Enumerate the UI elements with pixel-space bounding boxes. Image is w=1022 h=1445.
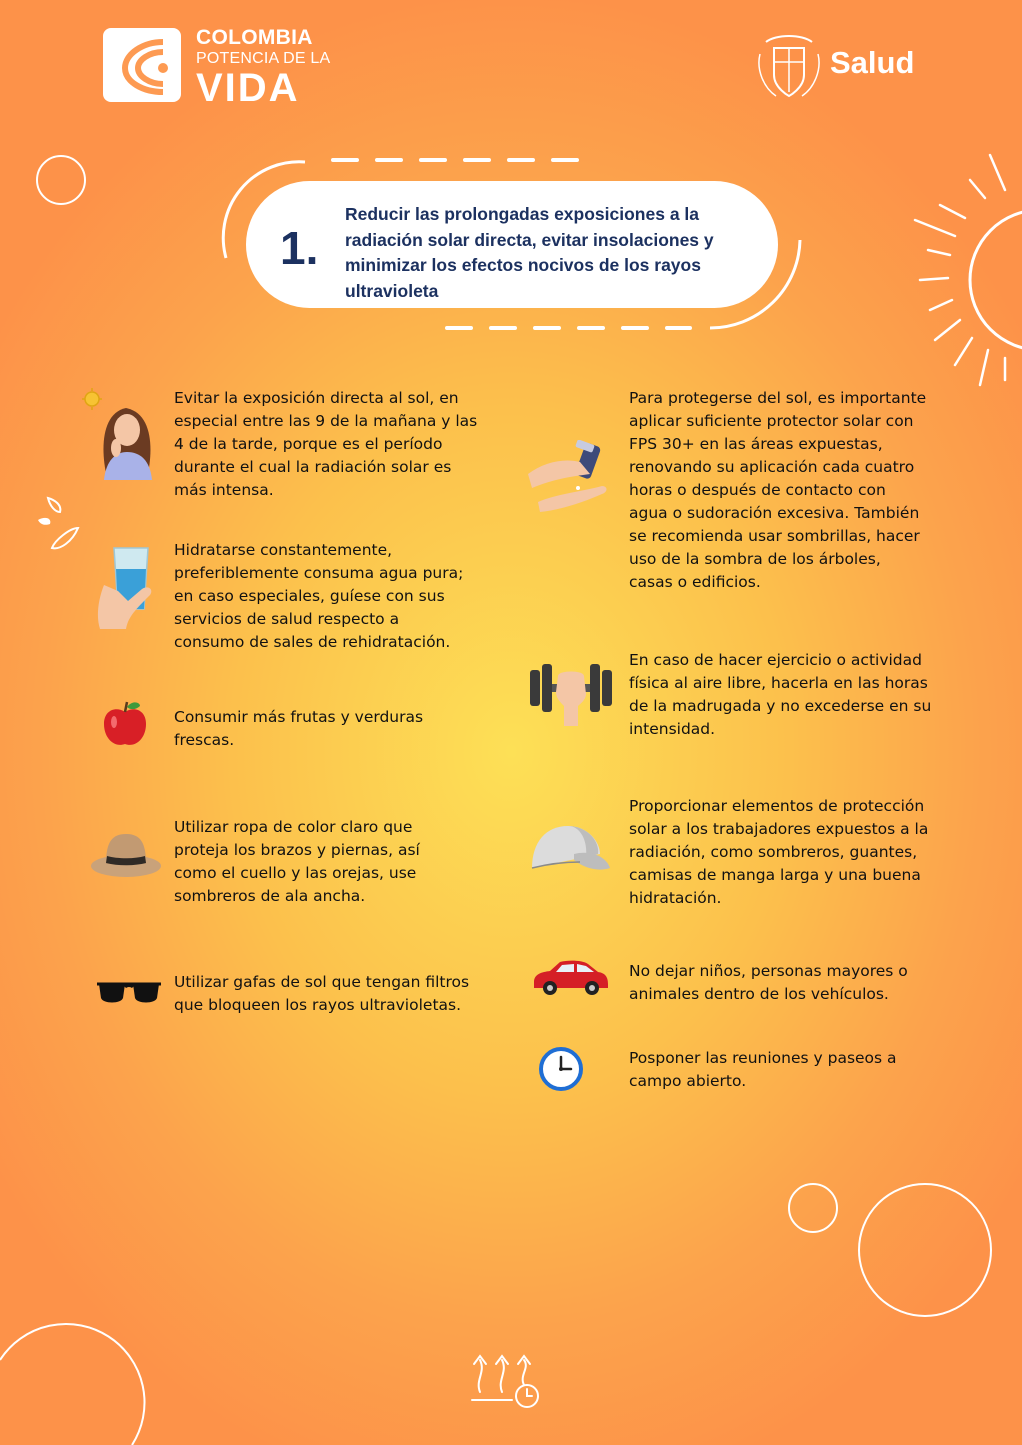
ministry-label: Salud [830,45,915,80]
right-item-1-text: Para protegerse del sol, es importante aplicar suficiente protector solar con FPS 30+ en las áreas expuestas, renovando su aplicación cada cuatro horas o después de contacto con agua o sudoración excesiva. También se recomienda usar sombrillas, hacer uso de la sombra de los árboles, casas o edificios. [629,389,927,591]
dumbbell-icon [528,660,614,726]
right-item-2-text: En caso de hacer ejercicio o actividad física al aire libre, hacerla en las horas de la madrugada y no excederse en su intensidad. [629,651,932,738]
decor-circle [37,156,85,204]
sunscreen-icon [528,440,610,514]
water-glass-icon [94,545,154,631]
left-item-4-text: Utilizar ropa de color claro que proteja los brazos y piernas, así como el cuello y las orejas, use sombreros de ala ancha. [174,818,420,905]
hat-icon [90,832,162,880]
left-item-1-text: Evitar la exposición directa al sol, en especial entre las 9 de la mañana y las 4 de la tarde, porque es el período durante el cual la radiación solar es más intensa. [174,389,478,499]
left-item-2-text: Hidratarse constantemente, preferiblemente consuma agua pura; en caso especiales, guíese con sus servicios de salud respecto a consumo de sales de rehidratación. [174,541,464,651]
brand-line1: COLOMBIA [196,26,313,49]
colombia-logo-text [196,26,330,108]
apple-icon [102,700,148,748]
right-item-3-text: Proporcionar elementos de protección solar a los trabajadores expuestos a la radiación, como sombreros, guantes, camisas de manga larga y una buena hidratación. [629,797,929,907]
left-item-3-text: Consumir más frutas y verduras frescas. [174,708,424,749]
right-item-5-text: Posponer las reuniones y paseos a campo abierto. [629,1049,897,1090]
woman-sun-icon [82,388,158,480]
heat-icon [472,1356,538,1407]
decor-sun [970,210,1022,350]
section-number: 1. [280,222,319,274]
cap-icon [528,824,612,876]
car-icon [532,960,610,998]
brand-line3: VIDA [196,66,300,110]
decor-sun-rays [915,155,1005,385]
right-item-4-text: No dejar niños, personas mayores o animales dentro de los vehículos. [629,962,908,1003]
left-item-5-text: Utilizar gafas de sol que tengan filtros que bloqueen los rayos ultravioletas. [174,973,470,1014]
section-title: Reducir las prolongadas exposiciones a la radiación solar directa, evitar insolaciones y minimizar los efectos nocivos de los rayos ultravioleta [345,204,714,301]
coat-of-arms-icon [754,30,824,102]
clock-icon [539,1047,583,1091]
colombia-logo-mark [103,28,181,102]
brand-line2: POTENCIA DE LA [196,50,331,67]
sunglasses-icon [95,980,163,1006]
